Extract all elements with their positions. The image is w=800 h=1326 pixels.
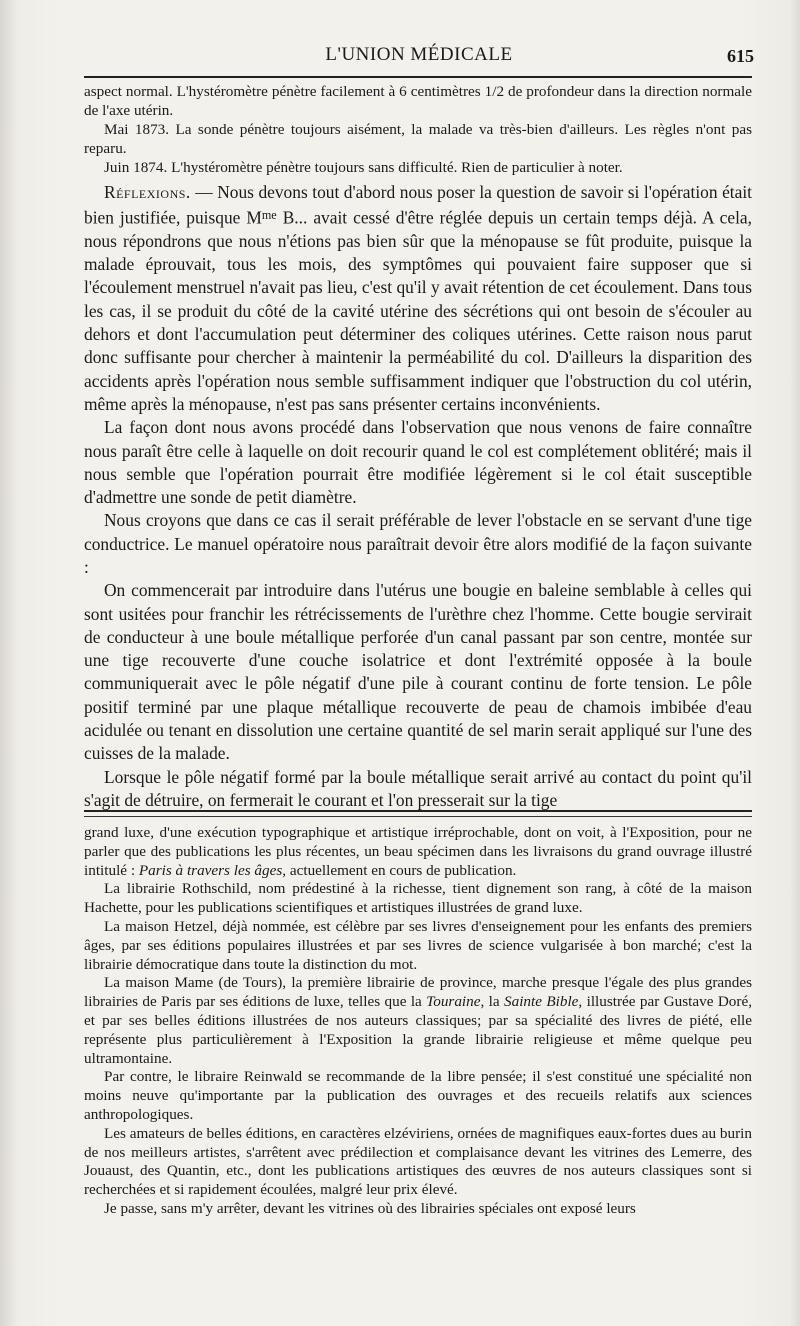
feuilleton-p4-text-b: , illustrée par Gustave Doré, et par ses belles éditions illustrées de nos auteurs classiques; par sa spécialité des livres de piété, elle représente plus particulièrement à l'Exposition la grande librairie religieuse et même quelque peu ultramontaine.	[84, 993, 752, 1067]
reflexions-label: Réflexions.	[104, 182, 191, 202]
feuilleton-p1-text-a: grand luxe, d'une exécution typographique et artistique irréprochable, dont on voit, à l'Exposition, pour ne parler que des publications les plus récentes, un beau spécimen dans les livraisons du grand ouvrage illustré intitulé :	[84, 824, 752, 879]
reflexions-text-a: — Nous devons tout d'abord nous poser la question de savoir si l'opération était bien justifiée, puisque M	[84, 182, 752, 228]
reflexions-text-b: B... avait cessé d'être réglée depuis un certain temps déjà. A cela, nous répondrons que nous n'étions pas bien sûr que la ménopause se fût produite, puisque la malade éprouvait, tous les mois, des symptômes qui pouvaient faire supposer que si l'écoulement menstruel n'avait pas lieu, c'est qu'il y avait rétention de cet écoulement. Dans tous les cas, il se produit du côté de la cavité utérine des sécrétions qui ont besoin de s'écouler au dehors et dont l'accumulation peut déterminer des coliques utérines. Cette raison nous parut donc suffisante pour chercher à maintenir la perméabilité du col. D'ailleurs la disparition des accidents après l'opération nous semble suffisamment indiquer que l'obstruction du col utérin, même après la ménopause, n'est pas sans présenter certains inconvénients.	[84, 207, 752, 414]
feuilleton-paragraph-7: Je passe, sans m'y arrêter, devant les vitrines où des librairies spéciales ont exposé leurs	[104, 1199, 636, 1217]
feuilleton-paragraph-6: Les amateurs de belles éditions, en caractères elzéviriens, ornées de magnifiques eaux-fortes dues au burin de nos meilleurs artistes, s'arrêtent avec prédilection et complaisance devant les vitrines des Lemerre, des Jouaust, des Quantin, etc., dont les publications artistiques des œuvres de nos auteurs classiques sont si recherchées et si rapidement écoulées, malgré leur prix élevé.	[84, 1124, 752, 1199]
footer-rule-thick	[84, 810, 752, 812]
feuilleton-p4-text-a: La maison Mame (de Tours), la première librairie de province, marche presque l'égale des plus grandes librairies de Paris par ses éditions de luxe, telles que la	[84, 974, 752, 1011]
paragraph-8: Lorsque le pôle négatif formé par la boule métallique serait arrivé au contact du point qu'il s'agit de détruire, on fermerait le courant et l'on presserait sur la tige	[84, 766, 752, 810]
footer-rule-thin	[84, 816, 752, 817]
book-title-touraine: Touraine	[426, 993, 481, 1011]
feuilleton-paragraph-5: Par contre, le libraire Reinwald se recommande de la libre pensée; il s'est constitué une spécialité non moins neuve qu'importante par la publication des ouvrages et des recueils relatifs aux sciences anthropologiques.	[84, 1068, 752, 1123]
main-text	[84, 82, 752, 812]
header-rule	[84, 76, 752, 78]
page-header	[84, 38, 754, 78]
paragraph-7: On commencerait par introduire dans l'utérus une bougie en baleine semblable à celles qui sont usitées pour franchir les rétrécissements de l'urèthre chez l'homme. Cette bougie servirait de conducteur à une boule métallique perforée d'un canal passant par son centre, montée sur une tige recouverte d'une couche isolatrice et dont l'extrémité opposée à la boule communiquerait avec le pôle négatif d'une pile à courant continu de forte tension. Le pôle positif terminé par une plaque métallique recouverte de peau de chamois imbibée d'eau acidulée ou tenant en dissolution une certaine quantité de sel marin serait appliqué sur l'une des cuisses de la malade.	[84, 580, 752, 764]
feuilleton-paragraph-3: La maison Hetzel, déjà nommée, est célèbre par ses livres d'enseignement pour les enfants des premiers âges, par ses éditions populaires illustrées et par ses livres de science vulgarisée à bon marché; c'est la librairie démocratique dans toute la distinction du mot.	[84, 917, 752, 973]
feuilleton-paragraph-4	[84, 974, 752, 1068]
book-title-bible: Sainte Bible	[504, 993, 579, 1011]
paragraph-reflexions	[84, 181, 752, 416]
feuilleton-paragraph-2: La librairie Rothschild, nom prédestiné à la richesse, tient dignement son rang, à côté de la maison Hachette, pour les publications scientifiques et artistiques illustrées de grand luxe.	[84, 880, 752, 917]
feuilleton-paragraph-1	[84, 824, 752, 880]
running-title: L'UNION MÉDICALE	[325, 44, 513, 65]
page-number: 615	[727, 46, 754, 66]
feuilleton-text	[84, 824, 752, 1219]
book-title-paris: Paris à travers les âges	[138, 861, 283, 879]
paragraph-5: La façon dont nous avons procédé dans l'observation que nous venons de faire connaître nous paraît être celle à laquelle on doit recourir quand le col est complétement oblitéré; mais il nous semble que l'opération pourrait être modifiée légèrement si le col était susceptible d'admettre une sonde de petit diamètre.	[84, 417, 752, 508]
feuilleton-p4-text-mid: , la	[480, 993, 505, 1011]
paragraph-1: aspect normal. L'hystéromètre pénètre facilement à 6 centimètres 1/2 de profondeur dans la direction normale de l'axe utérin.	[84, 83, 752, 119]
feuilleton-p1-text-b: , actuellement en cours de publication.	[282, 861, 517, 879]
paragraph-3: Juin 1874. L'hystéromètre pénètre toujours sans difficulté. Rien de particulier à noter.	[104, 159, 623, 176]
paragraph-2: Mai 1873. La sonde pénètre toujours aisément, la malade va très-bien d'ailleurs. Les règles n'ont pas reparu.	[84, 121, 752, 157]
paragraph-6: Nous croyons que dans ce cas il serait préférable de lever l'obstacle en se servant d'une tige conductrice. Le manuel opératoire nous paraîtrait devoir être alors modifié de la façon suivante :	[84, 510, 752, 577]
madame-superscript: me	[261, 208, 277, 223]
